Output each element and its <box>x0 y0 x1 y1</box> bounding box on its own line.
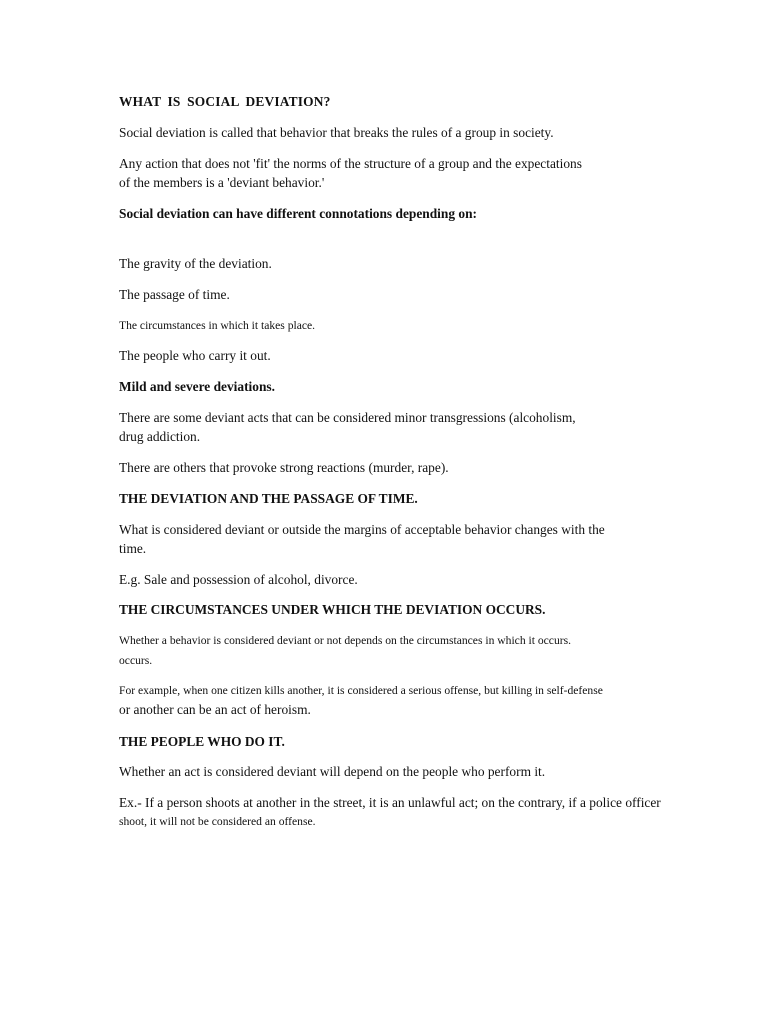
section-heading-passage-of-time: THE DEVIATION AND THE PASSAGE OF TIME. <box>119 491 418 506</box>
circumstances-example-line-2: or another can be an act of heroism. <box>119 702 311 717</box>
people-example-line-1: Ex.- If a person shoots at another in the street, it is an unlawful act; on the contrary, if a police officer <box>119 795 661 810</box>
section-heading-mild-severe: Mild and severe deviations. <box>119 379 275 394</box>
circumstances-paragraph-line-1: Whether a behavior is considered deviant or not depends on the circumstances in which it occurs. <box>119 634 572 647</box>
circumstances-paragraph-line-2: occurs. <box>119 654 153 667</box>
mild-paragraph-line-2: drug addiction. <box>119 429 201 444</box>
people-paragraph: Whether an act is considered deviant will depend on the people who perform it. <box>119 764 546 779</box>
section-heading-people: THE PEOPLE WHO DO IT. <box>119 734 285 749</box>
list-item-gravity: The gravity of the deviation. <box>119 256 272 271</box>
time-example: E.g. Sale and possession of alcohol, divorce. <box>119 572 358 587</box>
people-example-line-2: shoot, it will not be considered an offense. <box>119 815 316 828</box>
paragraph-deviant-behavior-line-2: of the members is a 'deviant behavior.' <box>119 175 325 190</box>
connotations-heading: Social deviation can have different connotations depending on: <box>119 206 477 221</box>
time-paragraph-line-2: time. <box>119 541 147 556</box>
time-paragraph-line-1: What is considered deviant or outside the margins of acceptable behavior changes with the <box>119 522 605 537</box>
circumstances-example-line-1: For example, when one citizen kills another, it is considered a serious offense, but killing in self-defense <box>119 684 603 697</box>
list-item-circumstances: The circumstances in which it takes place. <box>119 319 316 332</box>
paragraph-definition: Social deviation is called that behavior that breaks the rules of a group in society. <box>119 125 554 140</box>
list-item-time: The passage of time. <box>119 287 230 302</box>
mild-paragraph-line-1: There are some deviant acts that can be considered minor transgressions (alcoholism, <box>119 410 576 425</box>
paragraph-deviant-behavior-line-1: Any action that does not 'fit' the norms of the structure of a group and the expectations <box>119 156 582 171</box>
page-title: WHAT IS SOCIAL DEVIATION? <box>119 94 331 109</box>
severe-paragraph: There are others that provoke strong reactions (murder, rape). <box>119 460 449 475</box>
list-item-people: The people who carry it out. <box>119 348 271 363</box>
section-heading-circumstances: THE CIRCUMSTANCES UNDER WHICH THE DEVIATION OCCURS. <box>119 602 546 617</box>
